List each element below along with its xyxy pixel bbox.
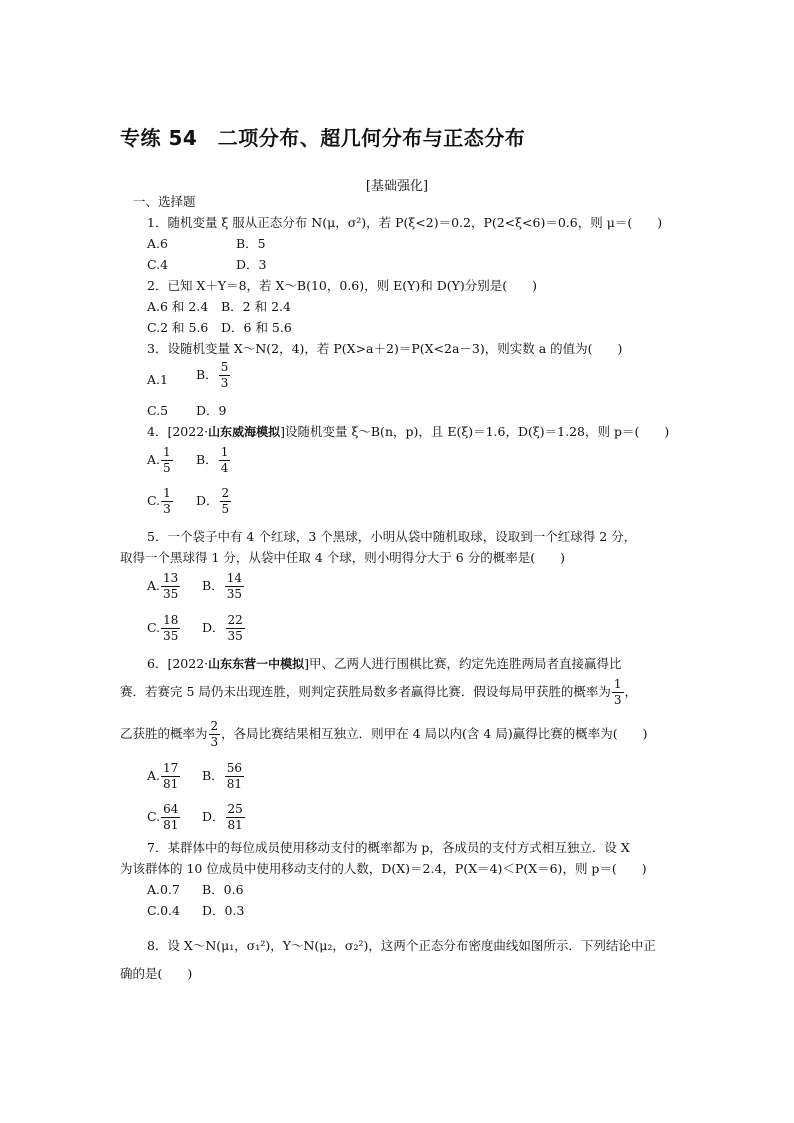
q4-option-a: A. $\frac{1}{5}$	[147, 445, 171, 475]
q1-option-d: D．3	[236, 257, 267, 272]
question-8-line-2: 确的是( )	[120, 966, 193, 981]
q5-option-b: B． $\frac{14}{35}$	[202, 571, 242, 601]
q6-option-c: C. $\frac{64}{81}$	[147, 802, 179, 832]
question-2-stem: 2．已知 X＋Y＝8，若 X～B(10，0.6)，则 E(Y)和 D(Y)分别是( )	[147, 278, 537, 293]
q1-option-c: C.4	[147, 257, 169, 272]
question-8-line-1: 8．设 X～N(μ₁，σ₁²)，Y～N(μ₂，σ₂²)，这两个正态分布密度曲线如图所示．下列结论中正	[147, 938, 656, 953]
q6-option-d: D． $\frac{25}{81}$	[202, 802, 243, 832]
q1-option-b: B．5	[236, 236, 266, 251]
q5-option-c: C. $\frac{18}{35}$	[147, 613, 179, 643]
q4-option-b: B． $\frac{1}{4}$	[196, 445, 229, 475]
q7-option-b: B．0.6	[202, 882, 244, 897]
q1-option-a: A.6	[147, 236, 168, 251]
question-5-line-2: 取得一个黑球得 1 分，从袋中任取 4 个球，则小明得分大于 6 分的概率是( )	[120, 550, 565, 565]
question-4-stem: 4．[2022·山东威海模拟]设随机变量 ξ～B(n，p)，且 E(ξ)＝1.6，D(ξ)＝1.28，则 p＝( )	[147, 424, 670, 439]
question-7-line-1: 7．某群体中的每位成员使用移动支付的概率都为 p，各成员的支付方式相互独立．设 X	[147, 840, 630, 855]
q3-option-b: B． $\frac{5}{3}$	[196, 360, 229, 390]
question-7-line-2: 为该群体的 10 位成员中使用移动支付的人数，D(X)＝2.4，P(X＝4)＜P(X＝6)，则 p＝( )	[120, 861, 647, 876]
question-1-stem: 1．随机变量 ξ 服从正态分布 N(μ，σ²)，若 P(ξ<2)＝0.2，P(2<ξ<6)＝0.6，则 μ＝( )	[147, 215, 663, 230]
q2-option-b: B．2 和 2.4	[221, 299, 291, 314]
q4-option-c: C. $\frac{1}{3}$	[147, 486, 171, 516]
q6-option-a: A. $\frac{17}{81}$	[147, 761, 179, 791]
q2-option-c: C.2 和 5.6	[147, 320, 209, 335]
q7-option-d: D．0.3	[202, 903, 245, 918]
q3-option-d: D．9	[196, 403, 227, 418]
q7-option-c: C.0.4	[147, 903, 180, 918]
question-6-line-1: 6．[2022·山东东营一中模拟]甲、乙两人进行围棋比赛，约定先连胜两局者直接赢得比	[147, 656, 622, 671]
question-6-line-2: 赛．若赛完 5 局仍未出现连胜，则判定获胜局数多者赢得比赛．假设每局甲获胜的概率为 $\frac{1}{3}$ ，	[120, 677, 638, 707]
question-6-line-3: 乙获胜的概率为 $\frac{2}{3}$ ，各局比赛结果相互独立．则甲在 4 局以内(含 4 局)赢得比赛的概率为( )	[120, 719, 648, 749]
q3-option-c: C.5	[147, 403, 169, 418]
q6-option-b: B． $\frac{56}{81}$	[202, 761, 242, 791]
section-heading: [基础强化]	[365, 179, 429, 194]
q2-option-d: D．6 和 5.6	[221, 320, 292, 335]
q7-option-a: A.0.7	[147, 882, 180, 897]
question-5-line-1: 5．一个袋子中有 4 个红球，3 个黑球，小明从袋中随机取球，设取到一个红球得 2 分，	[147, 529, 637, 544]
q5-option-a: A. $\frac{13}{35}$	[147, 571, 179, 601]
q5-option-d: D． $\frac{22}{35}$	[202, 613, 243, 643]
q2-option-a: A.6 和 2.4	[147, 299, 209, 314]
question-3-stem: 3．设随机变量 X～N(2，4)，若 P(X>a＋2)＝P(X<2a－3)，则实数 a 的值为( )	[147, 341, 623, 356]
page-title: 专练 54 二项分布、超几何分布与正态分布	[120, 126, 526, 150]
part-heading: 一、选择题	[133, 194, 196, 209]
q4-option-d: D． $\frac{2}{5}$	[196, 486, 230, 516]
q3-option-a: A.1	[147, 372, 168, 387]
